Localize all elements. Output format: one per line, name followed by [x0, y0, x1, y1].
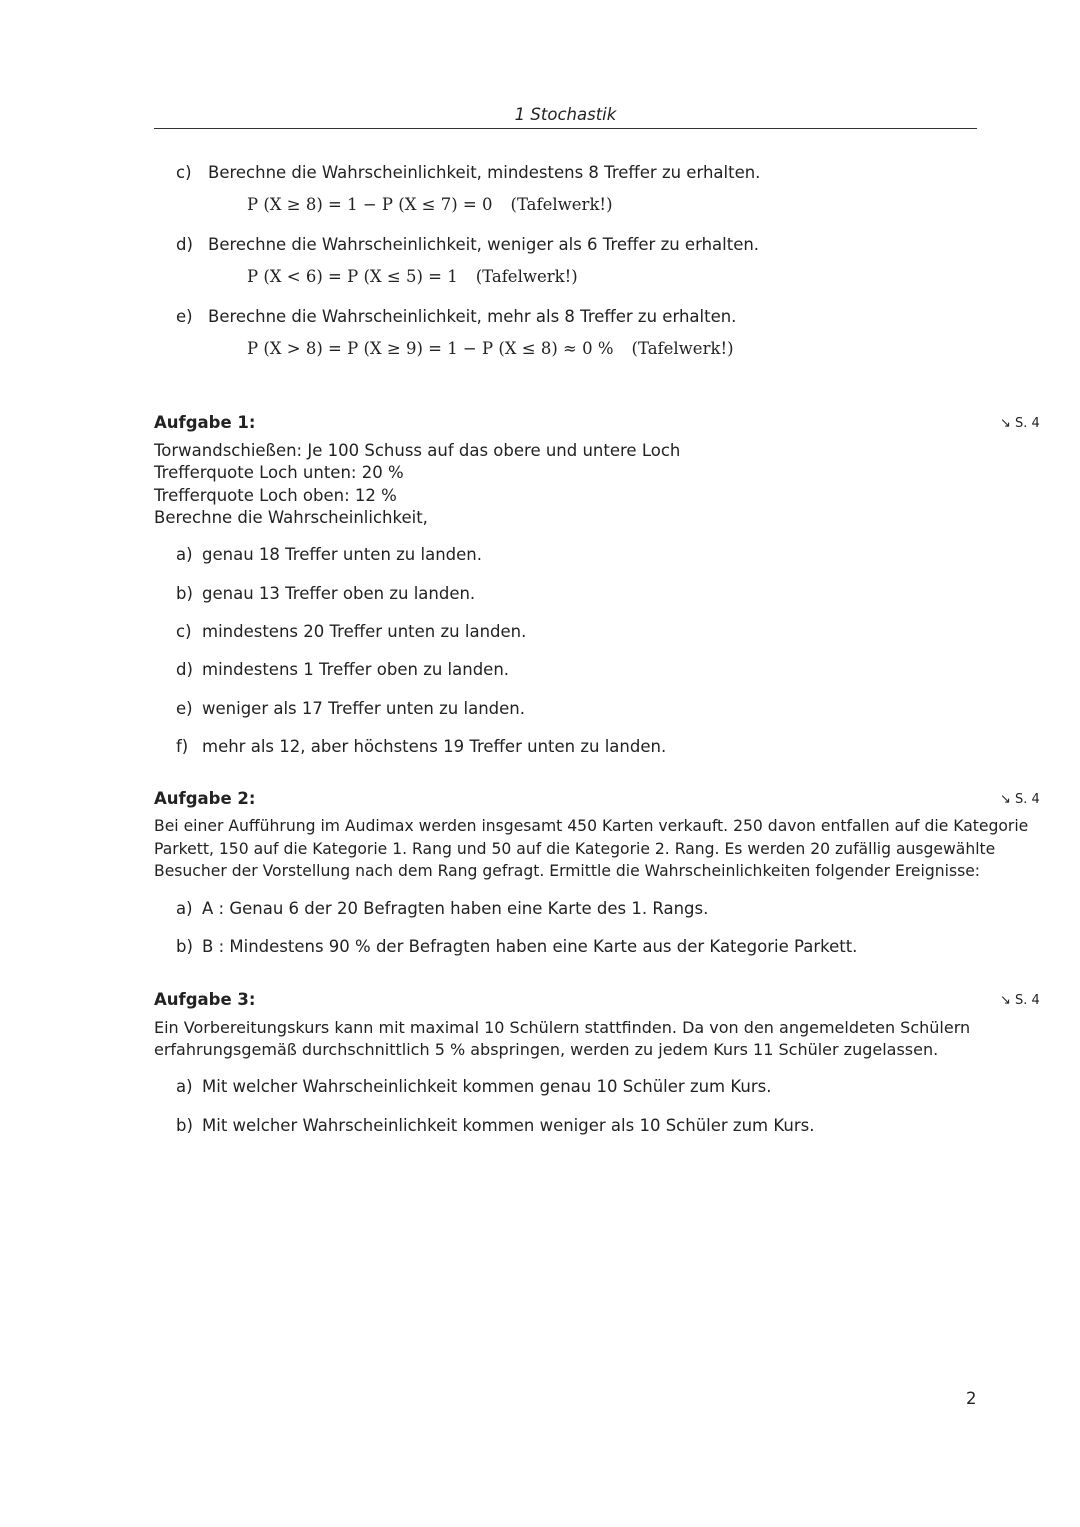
item-label: a): [176, 1077, 193, 1096]
intro-item-d: [176, 235, 759, 254]
task1-line: Trefferquote Loch oben: 12 %: [154, 486, 397, 505]
item-text: B : Mindestens 90 % der Befragten haben eine Karte aus der Kategorie Parkett.: [202, 937, 858, 956]
task1-item-c: [176, 622, 526, 641]
task2-page-ref: ↘ S. 4: [1000, 792, 1040, 807]
page-number: 2: [966, 1389, 977, 1408]
intro-formula-c: [247, 195, 613, 214]
task2-line: Bei einer Aufführung im Audimax werden insgesamt 450 Karten verkauft. 250 davon entfallen auf die Kategorie: [154, 817, 1029, 835]
task1-heading: Aufgabe 1:: [154, 413, 256, 432]
task1-page-ref: ↘ S. 4: [1000, 416, 1040, 431]
item-label: b): [176, 937, 193, 956]
intro-formula-e: [247, 339, 734, 358]
item-label: b): [176, 1116, 193, 1135]
item-text: mehr als 12, aber höchstens 19 Treffer unten zu landen.: [202, 737, 667, 756]
task1-item-f: [176, 737, 666, 756]
running-title: 1 Stochastik: [514, 105, 617, 124]
item-text: genau 18 Treffer unten zu landen.: [202, 545, 482, 564]
intro-item-e: [176, 307, 736, 326]
formula-note: (Tafelwerk!): [510, 195, 613, 214]
item-text: Berechne die Wahrscheinlichkeit, weniger als 6 Treffer zu erhalten.: [208, 235, 760, 254]
task1-item-e: [176, 699, 525, 718]
task2-item-b: [176, 937, 857, 956]
task2-line: Besucher der Vorstellung nach dem Rang gefragt. Ermittle die Wahrscheinlichkeiten folgender Ereignisse:: [154, 862, 981, 880]
item-text: mindestens 20 Treffer unten zu landen.: [202, 622, 527, 641]
intro-item-c: [176, 163, 760, 182]
task1-line: Torwandschießen: Je 100 Schuss auf das obere und untere Loch: [154, 441, 681, 460]
task2-item-a: [176, 899, 708, 918]
task3-heading: Aufgabe 3:: [154, 990, 256, 1009]
task3-item-b: [176, 1116, 814, 1135]
item-text: weniger als 17 Treffer unten zu landen.: [202, 699, 525, 718]
intro-formula-d: [247, 267, 578, 286]
item-label: a): [176, 899, 193, 918]
item-label: c): [176, 622, 192, 641]
item-label: d): [176, 235, 193, 254]
task1-item-b: [176, 584, 475, 603]
task3-item-a: [176, 1077, 771, 1096]
item-label: e): [176, 307, 193, 326]
task2-heading: Aufgabe 2:: [154, 789, 256, 808]
formula-text: P (X > 8) = P (X ≥ 9) = 1 − P (X ≤ 8) ≈ 0 %: [247, 339, 614, 358]
task3-line: erfahrungsgemäß durchschnittlich 5 % abspringen, werden zu jedem Kurs 11 Schüler zugelassen.: [154, 1040, 939, 1059]
task3-line: Ein Vorbereitungskurs kann mit maximal 10 Schülern stattfinden. Da von den angemeldeten Schülern: [154, 1018, 971, 1037]
task2-line: Parkett, 150 auf die Kategorie 1. Rang und 50 auf die Kategorie 2. Rang. Es werden 20 zufällig ausgewählte: [154, 840, 996, 858]
task3-page-ref: ↘ S. 4: [1000, 993, 1040, 1008]
formula-text: P (X ≥ 8) = 1 − P (X ≤ 7) = 0: [247, 195, 493, 214]
item-label: d): [176, 660, 193, 679]
formula-note: (Tafelwerk!): [475, 267, 578, 286]
task1-item-a: [176, 545, 482, 564]
item-text: Mit welcher Wahrscheinlichkeit kommen genau 10 Schüler zum Kurs.: [202, 1077, 772, 1096]
header-rule: [154, 128, 977, 129]
item-text: mindestens 1 Treffer oben zu landen.: [202, 660, 510, 679]
item-label: a): [176, 545, 193, 564]
item-label: c): [176, 163, 192, 182]
formula-note: (Tafelwerk!): [631, 339, 734, 358]
task1-line: Trefferquote Loch unten: 20 %: [154, 463, 404, 482]
item-text: Berechne die Wahrscheinlichkeit, mehr als 8 Treffer zu erhalten.: [208, 307, 737, 326]
item-label: e): [176, 699, 193, 718]
item-label: f): [176, 737, 189, 756]
item-text: A : Genau 6 der 20 Befragten haben eine Karte des 1. Rangs.: [202, 899, 709, 918]
item-text: Mit welcher Wahrscheinlichkeit kommen weniger als 10 Schüler zum Kurs.: [202, 1116, 815, 1135]
item-text: genau 13 Treffer oben zu landen.: [202, 584, 476, 603]
item-text: Berechne die Wahrscheinlichkeit, mindestens 8 Treffer zu erhalten.: [208, 163, 761, 182]
task1-item-d: [176, 660, 509, 679]
item-label: b): [176, 584, 193, 603]
task1-line: Berechne die Wahrscheinlichkeit,: [154, 508, 428, 527]
formula-text: P (X < 6) = P (X ≤ 5) = 1: [247, 267, 458, 286]
